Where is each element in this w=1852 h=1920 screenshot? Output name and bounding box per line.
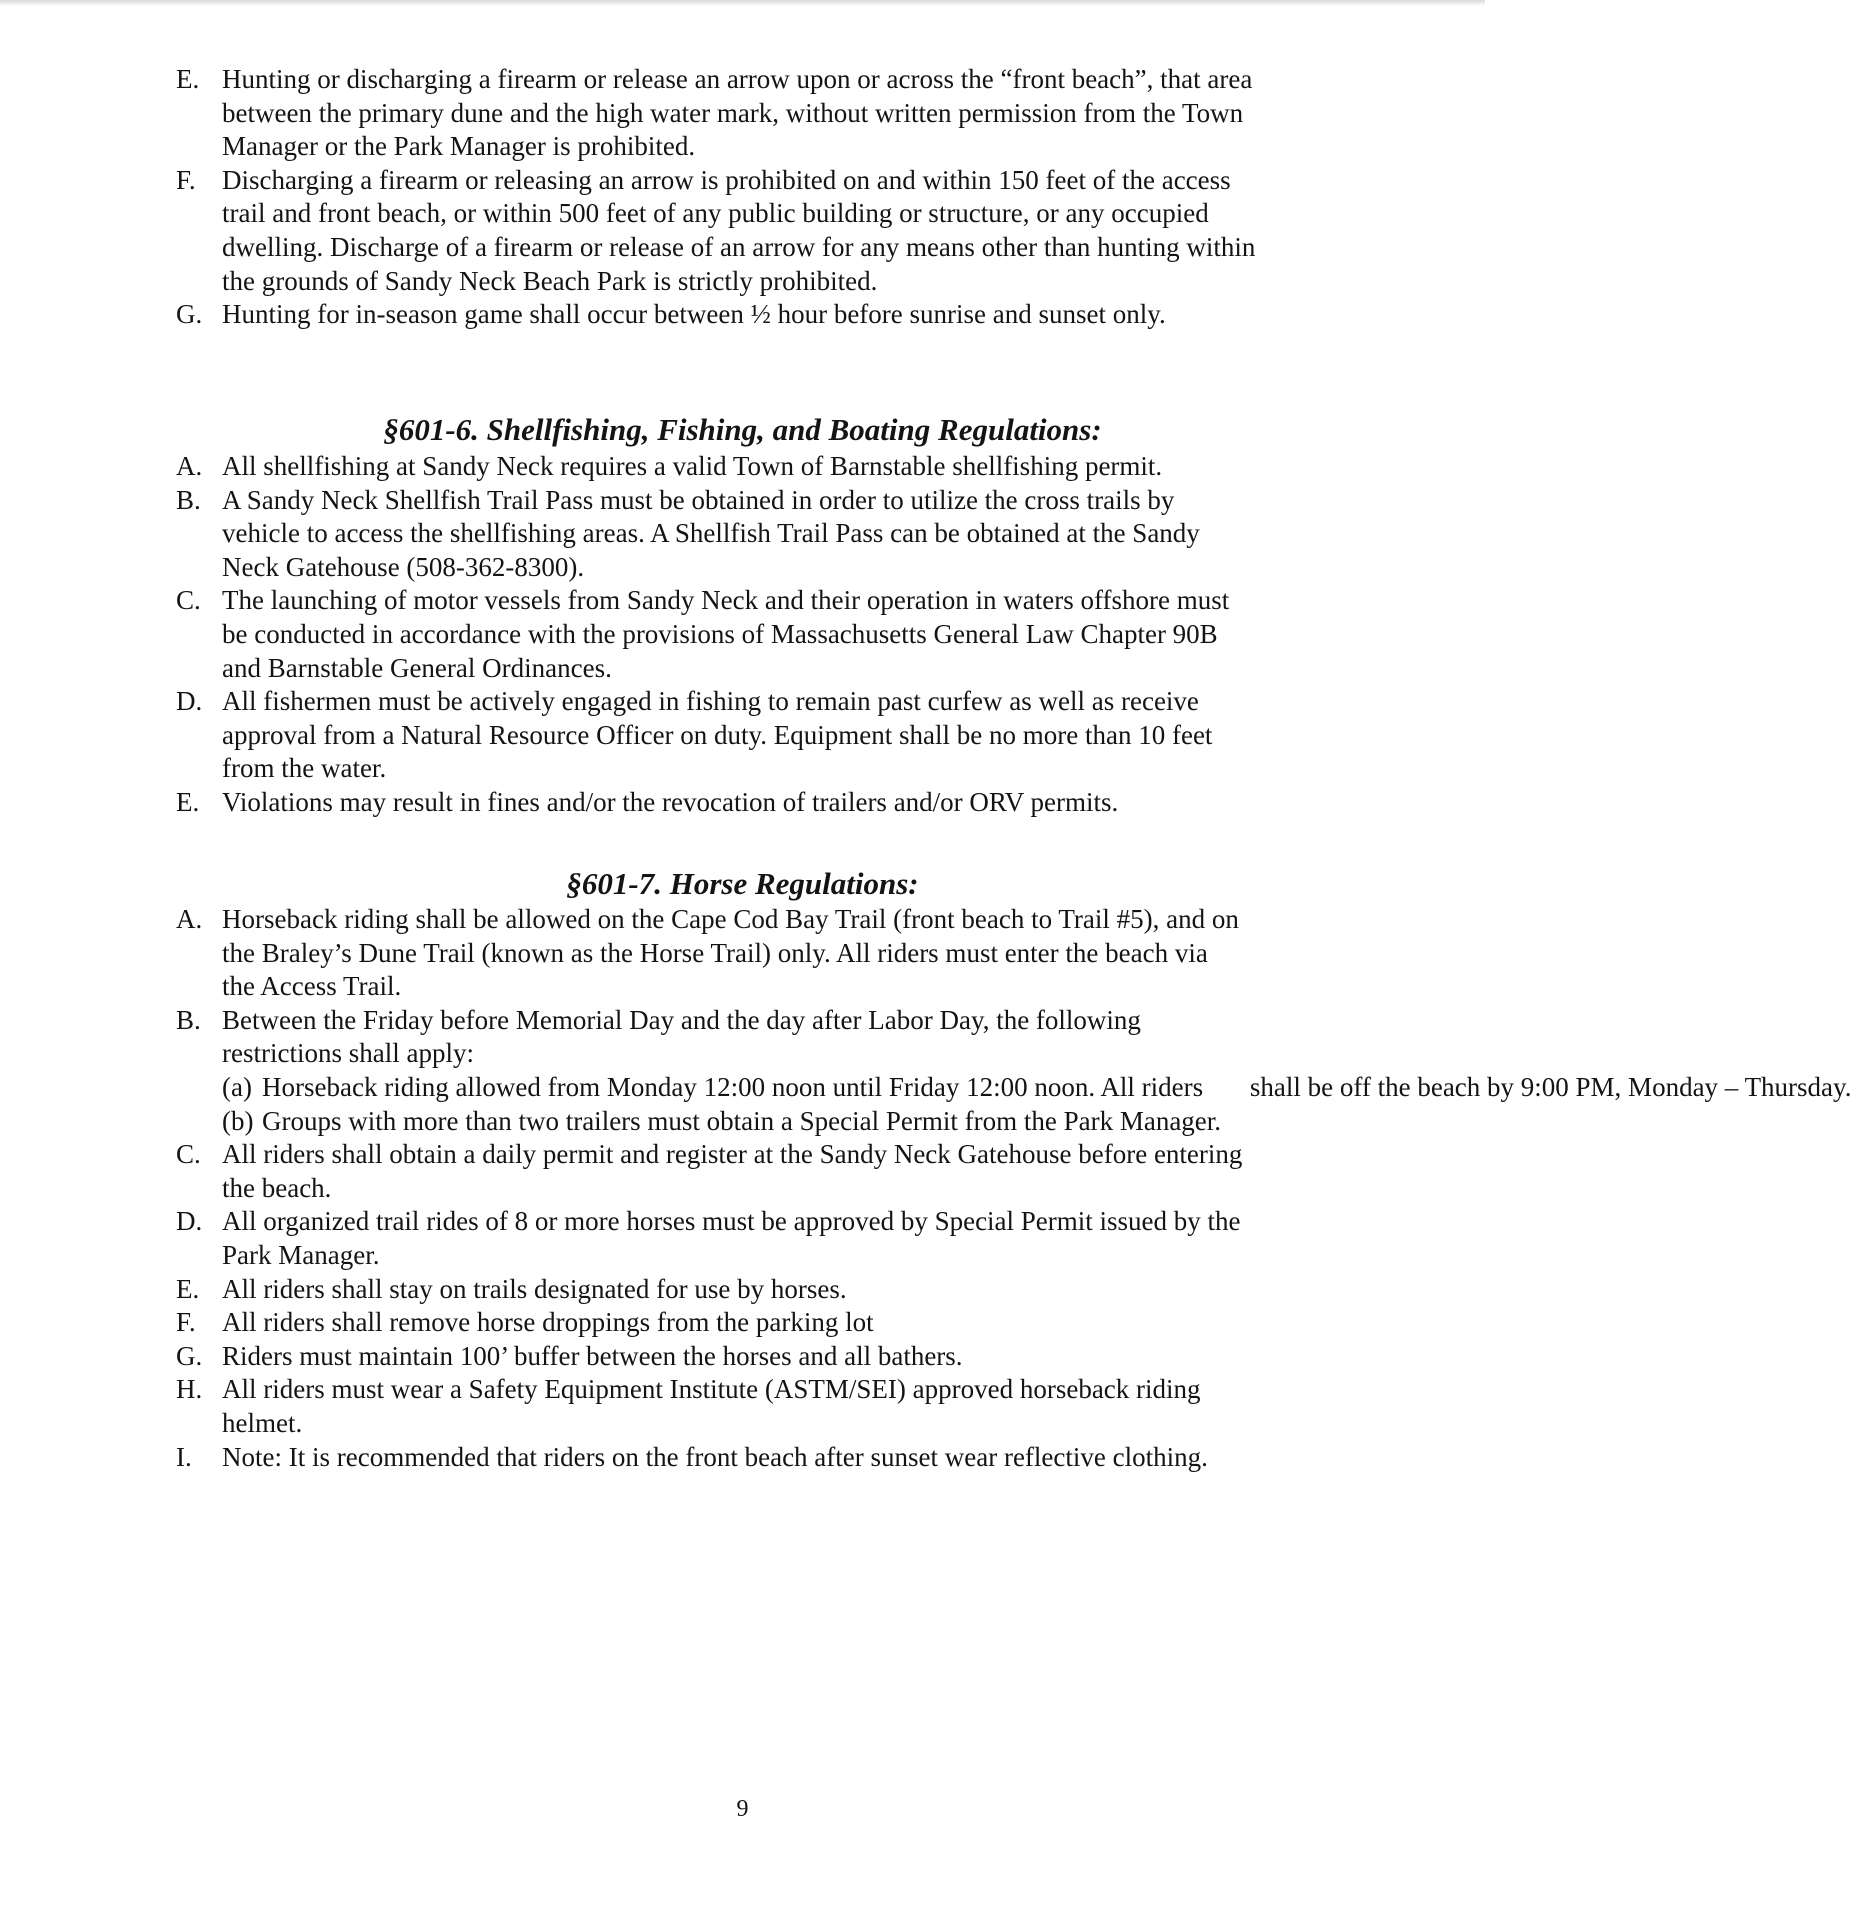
list-item-line: Note: It is recommended that riders on the front beach after sunset wear reflective clothing. — [222, 1441, 1208, 1472]
sub-list-item-line: shall be off the beach by 9:00 PM, Monday – Thursday. — [1249, 1071, 1852, 1102]
list-item-label: E. — [176, 64, 200, 94]
list-item-label: G. — [176, 299, 203, 330]
list-item-label: B. — [176, 1004, 201, 1035]
list-item-label: A. — [176, 904, 203, 934]
list-item — [176, 1205, 1346, 1272]
list-item-line: approval from a Natural Resource Officer on duty. Equipment shall be no more than 10 feet — [222, 719, 1213, 750]
list-item — [176, 164, 1346, 298]
sub-list-item — [176, 1071, 1852, 1105]
list-item — [176, 786, 1346, 820]
list-item — [176, 63, 1346, 164]
hunting-regulations-list — [176, 63, 1346, 332]
list-item — [176, 1004, 1346, 1071]
list-item-label: E. — [176, 1273, 200, 1304]
list-item — [176, 1306, 1346, 1340]
list-item-label: F. — [176, 1307, 196, 1338]
list-item-line: All riders shall stay on trails designated for use by horses. — [222, 1273, 847, 1304]
list-item-line: the Braley’s Dune Trail (known as the Horse Trail) only. All riders must enter the beach via — [222, 937, 1208, 968]
list-item-line: All organized trail rides of 8 or more horses must be approved by Special Permit issued by the — [222, 1206, 1241, 1237]
list-item — [176, 584, 1346, 685]
list-item-line: Riders must maintain 100’ buffer between the horses and all bathers. — [222, 1340, 963, 1371]
list-item — [176, 1273, 1346, 1307]
list-item-line: the grounds of Sandy Neck Beach Park is strictly prohibited. — [222, 265, 878, 296]
list-item-line: All riders must wear a Safety Equipment Institute (ASTM/SEI) approved horseback riding — [222, 1374, 1201, 1405]
list-item-line: helmet. — [222, 1407, 303, 1438]
list-item-line: Between the Friday before Memorial Day and the day after Labor Day, the following — [222, 1004, 1141, 1035]
list-item-label: B. — [176, 484, 201, 515]
list-item-line: Manager or the Park Manager is prohibited. — [222, 131, 696, 162]
list-item-line: All riders shall remove horse droppings from the parking lot — [222, 1307, 874, 1338]
list-item-line: All riders shall obtain a daily permit and register at the Sandy Neck Gatehouse before entering — [222, 1139, 1243, 1170]
list-item-line: Neck Gatehouse (508-362-8300). — [222, 551, 585, 582]
list-item-line: All shellfishing at Sandy Neck requires a valid Town of Barnstable shellfishing permit. — [222, 451, 1163, 481]
list-item-line: from the water. — [222, 753, 387, 784]
sub-list-item-label: (a) — [222, 1071, 252, 1102]
list-item-line: trail and front beach, or within 500 feet of any public building or structure, or any occupied — [222, 198, 1209, 229]
list-item-label: F. — [176, 164, 196, 195]
horse-regulations-list — [176, 903, 1852, 1474]
list-item-label: A. — [176, 451, 203, 481]
list-item — [176, 1373, 1346, 1440]
section-heading-shellfishing: §601-6. Shellfishing, Fishing, and Boating Regulations: — [383, 412, 1102, 447]
list-item-line: the Access Trail. — [222, 971, 402, 1002]
sub-list-item — [176, 1105, 1346, 1139]
list-item-line: dwelling. Discharge of a firearm or release of an arrow for any means other than hunting within — [222, 231, 1256, 262]
list-item — [176, 903, 1346, 1004]
list-item-line: vehicle to access the shellfishing areas. A Shellfish Trail Pass can be obtained at the Sandy — [222, 518, 1200, 549]
list-item-label: C. — [176, 585, 201, 616]
list-item-line: All fishermen must be actively engaged in fishing to remain past curfew as well as receive — [222, 686, 1199, 717]
sub-list-item-label: (b) — [222, 1105, 254, 1136]
list-item-label: C. — [176, 1139, 201, 1170]
list-item-label: D. — [176, 1206, 203, 1237]
list-item-line: Hunting or discharging a firearm or release an arrow upon or across the “front beach”, that area — [222, 64, 1253, 94]
list-item-line: Discharging a firearm or releasing an arrow is prohibited on and within 150 feet of the access — [222, 164, 1231, 195]
list-item-line: and Barnstable General Ordinances. — [222, 652, 612, 683]
list-item — [176, 1340, 1346, 1374]
list-item-line: Violations may result in fines and/or the revocation of trailers and/or ORV permits. — [222, 786, 1119, 817]
list-item-line: the beach. — [222, 1172, 332, 1203]
list-item-line: between the primary dune and the high water mark, without written permission from the Town — [222, 97, 1244, 128]
sub-list-item-line: Horseback riding allowed from Monday 12:00 noon until Friday 12:00 noon. All riders — [262, 1071, 1204, 1102]
list-item-line: Park Manager. — [222, 1239, 380, 1270]
list-item-label: G. — [176, 1340, 203, 1371]
list-item-label: H. — [176, 1374, 203, 1405]
list-item — [176, 1138, 1346, 1205]
list-item-line: A Sandy Neck Shellfish Trail Pass must be obtained in order to utilize the cross trails by — [222, 484, 1175, 515]
list-item-line: Horseback riding shall be allowed on the Cape Cod Bay Trail (front beach to Trail #5), and on — [222, 904, 1239, 934]
list-item-line: be conducted in accordance with the provisions of Massachusetts General Law Chapter 90B — [222, 618, 1218, 649]
scan-edge-shadow — [0, 0, 1485, 6]
sub-list-item-line: Groups with more than two trailers must obtain a Special Permit from the Park Manager. — [262, 1105, 1222, 1136]
list-item — [176, 484, 1346, 585]
list-item-label: E. — [176, 786, 200, 817]
list-item-line: The launching of motor vessels from Sandy Neck and their operation in waters offshore must — [222, 585, 1230, 616]
list-item — [176, 1441, 1346, 1475]
section-heading-horse: §601-7. Horse Regulations: — [566, 866, 919, 901]
list-item — [176, 298, 1346, 332]
list-item-label: D. — [176, 686, 203, 717]
list-item — [176, 685, 1346, 786]
shellfishing-regulations-list — [176, 450, 1346, 820]
list-item-label: I. — [176, 1441, 192, 1472]
page-number: 9 — [736, 1796, 749, 1822]
list-item — [176, 450, 1346, 484]
list-item-line: Hunting for in-season game shall occur between ½ hour before sunrise and sunset only. — [222, 299, 1166, 330]
list-item-line: restrictions shall apply: — [222, 1038, 474, 1069]
